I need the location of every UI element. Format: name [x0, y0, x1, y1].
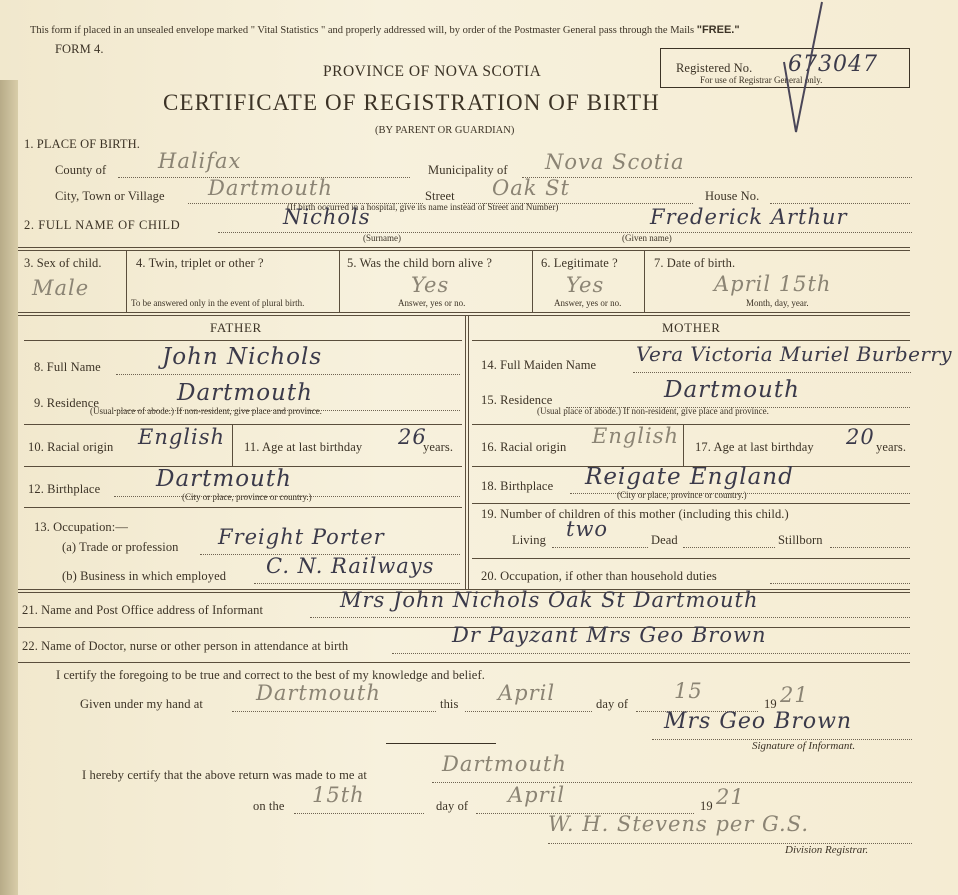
trade-value: Freight Porter	[218, 525, 385, 549]
dead-label: Dead	[651, 533, 678, 547]
left-edge-strip	[0, 80, 18, 895]
date-note: Month, day, year.	[746, 298, 809, 308]
business-label: (b) Business in which employed	[62, 569, 227, 583]
this-label: this	[440, 697, 459, 711]
alive-note: Answer, yes or no.	[398, 298, 466, 308]
child-given-name: Frederick Arthur	[650, 205, 848, 229]
province-heading: PROVINCE OF NOVA SCOTIA	[323, 63, 542, 80]
certify-statement: I certify the foregoing to be true and correct to the best of my knowledge and belief.	[56, 668, 485, 682]
notice-text: This form if placed in an unsealed envelope marked " Vital Statistics " and properly addressed will, by order of the Postmaster General pass through the Mails	[30, 25, 695, 36]
house-label: House No.	[705, 189, 760, 203]
father-age-label: 11. Age at last birthday	[244, 440, 363, 454]
registrar-month: April	[508, 783, 566, 807]
father-name-label: 8. Full Name	[34, 360, 101, 374]
given-caption: (Given name)	[622, 233, 672, 243]
child-name-label: 2. FULL NAME OF CHILD	[24, 218, 181, 232]
given-day: 15	[674, 679, 703, 703]
informant-value: Mrs John Nichols Oak St Dartmouth	[340, 588, 759, 612]
place-of-birth-heading: 1. PLACE OF BIRTH.	[24, 137, 140, 151]
doctor-value: Dr Payzant Mrs Geo Brown	[452, 623, 767, 647]
alive-label: 5. Was the child born alive ?	[347, 256, 493, 270]
registered-number: 673047	[788, 52, 878, 77]
mother-maiden-name: Vera Victoria Muriel Burberry	[636, 342, 952, 366]
county-value: Halifax	[158, 149, 242, 173]
on-the-label: on the	[253, 799, 285, 813]
mother-residence-note: (Usual place of abode.) If non-resident, give place and province.	[537, 406, 769, 416]
trade-label: (a) Trade or profession	[62, 540, 179, 554]
informant-signature: Mrs Geo Brown	[664, 709, 853, 734]
father-occupation-label: 13. Occupation:—	[34, 520, 128, 534]
father-race-label: 10. Racial origin	[28, 440, 114, 454]
sex-value: Male	[32, 276, 90, 300]
given-label: Given under my hand at	[80, 697, 204, 711]
sex-label: 3. Sex of child.	[24, 256, 102, 270]
business-value: C. N. Railways	[266, 554, 435, 578]
mother-age-label: 17. Age at last birthday	[695, 440, 814, 454]
registered-label: Registered No.	[676, 61, 753, 75]
mother-birthplace-label: 18. Birthplace	[481, 479, 554, 493]
mother-age-unit: years.	[876, 440, 907, 454]
municipality-value: Nova Scotia	[545, 150, 685, 174]
street-value: Oak St	[492, 176, 570, 200]
stillborn-label: Stillborn	[778, 533, 823, 547]
given-month: April	[498, 681, 556, 705]
mother-race-label: 16. Racial origin	[481, 440, 567, 454]
legitimate-value: Yes	[566, 273, 605, 297]
form-number: FORM 4.	[55, 42, 104, 56]
county-label: County of	[55, 163, 107, 177]
alive-value: Yes	[411, 273, 450, 297]
doctor-label: 22. Name of Doctor, nurse or other person in attendance at birth	[22, 639, 349, 653]
mother-name-label: 14. Full Maiden Name	[481, 358, 597, 372]
father-residence-label: 9. Residence	[34, 396, 100, 410]
father-heading: FATHER	[210, 320, 262, 335]
given-year: 21	[780, 683, 809, 707]
father-residence: Dartmouth	[177, 380, 313, 406]
day-of-label: day of	[596, 697, 629, 711]
children-count-label: 19. Number of children of this mother (including this child.)	[481, 507, 789, 521]
city-value: Dartmouth	[208, 176, 333, 200]
twin-note: To be answered only in the event of plural birth.	[131, 298, 305, 308]
mother-heading: MOTHER	[662, 320, 721, 335]
hospital-note: (If birth occurred in a hospital, give its name instead of Street and Number)	[287, 202, 559, 212]
registrar-statement: I hereby certify that the above return was made to me at	[82, 768, 367, 782]
registrar-place: Dartmouth	[442, 752, 567, 776]
father-birthplace: Dartmouth	[156, 466, 292, 492]
page-subtitle: (BY PARENT OR GUARDIAN)	[375, 125, 515, 136]
city-label: City, Town or Village	[55, 189, 165, 203]
father-race: English	[138, 425, 226, 449]
father-birthplace-note: (City or place, province or country.)	[182, 492, 312, 502]
legitimate-note: Answer, yes or no.	[554, 298, 622, 308]
father-birthplace-label: 12. Birthplace	[28, 482, 101, 496]
father-age: 26	[398, 425, 427, 449]
municipality-label: Municipality of	[428, 163, 508, 177]
mother-race: English	[592, 424, 680, 448]
mailing-notice	[30, 24, 740, 36]
registrar-day: 15th	[312, 783, 365, 807]
informant-label: 21. Name and Post Office address of Informant	[22, 603, 264, 617]
mother-age: 20	[846, 425, 875, 449]
father-name: John Nichols	[162, 344, 323, 370]
page-title: CERTIFICATE OF REGISTRATION OF BIRTH	[163, 90, 660, 115]
living-label: Living	[512, 533, 546, 547]
mother-occupation-label: 20. Occupation, if other than household duties	[481, 569, 717, 583]
registrar-caption: Division Registrar.	[785, 844, 869, 856]
living-value: two	[566, 517, 609, 541]
twin-label: 4. Twin, triplet or other ?	[136, 256, 264, 270]
year-prefix: 19	[764, 697, 777, 711]
father-age-unit: years.	[423, 440, 454, 454]
father-residence-note: (Usual place of abode.) If non-resident, give place and province.	[90, 406, 322, 416]
registrar-year-prefix: 19	[700, 799, 713, 813]
date-value: April 15th	[714, 272, 832, 296]
mother-residence: Dartmouth	[664, 377, 800, 403]
registrar-day-of-label: day of	[436, 799, 469, 813]
mother-birthplace-note: (City or place, province or country.)	[617, 490, 747, 500]
mother-birthplace: Reigate England	[585, 464, 794, 490]
surname-caption: (Surname)	[363, 233, 401, 243]
informant-signature-caption: Signature of Informant.	[752, 740, 856, 752]
registrar-note: For use of Registrar General only.	[700, 75, 823, 85]
date-label: 7. Date of birth.	[654, 256, 736, 270]
registrar-year: 21	[716, 785, 745, 809]
mother-residence-label: 15. Residence	[481, 393, 553, 407]
registrar-signature: W. H. Stevens per G.S.	[548, 812, 810, 836]
legitimate-label: 6. Legitimate ?	[541, 256, 618, 270]
free-label: "FREE."	[696, 24, 740, 36]
check-mark-icon	[770, 0, 830, 140]
street-label: Street	[425, 189, 455, 203]
given-place: Dartmouth	[256, 681, 381, 705]
child-surname: Nichols	[283, 205, 371, 229]
